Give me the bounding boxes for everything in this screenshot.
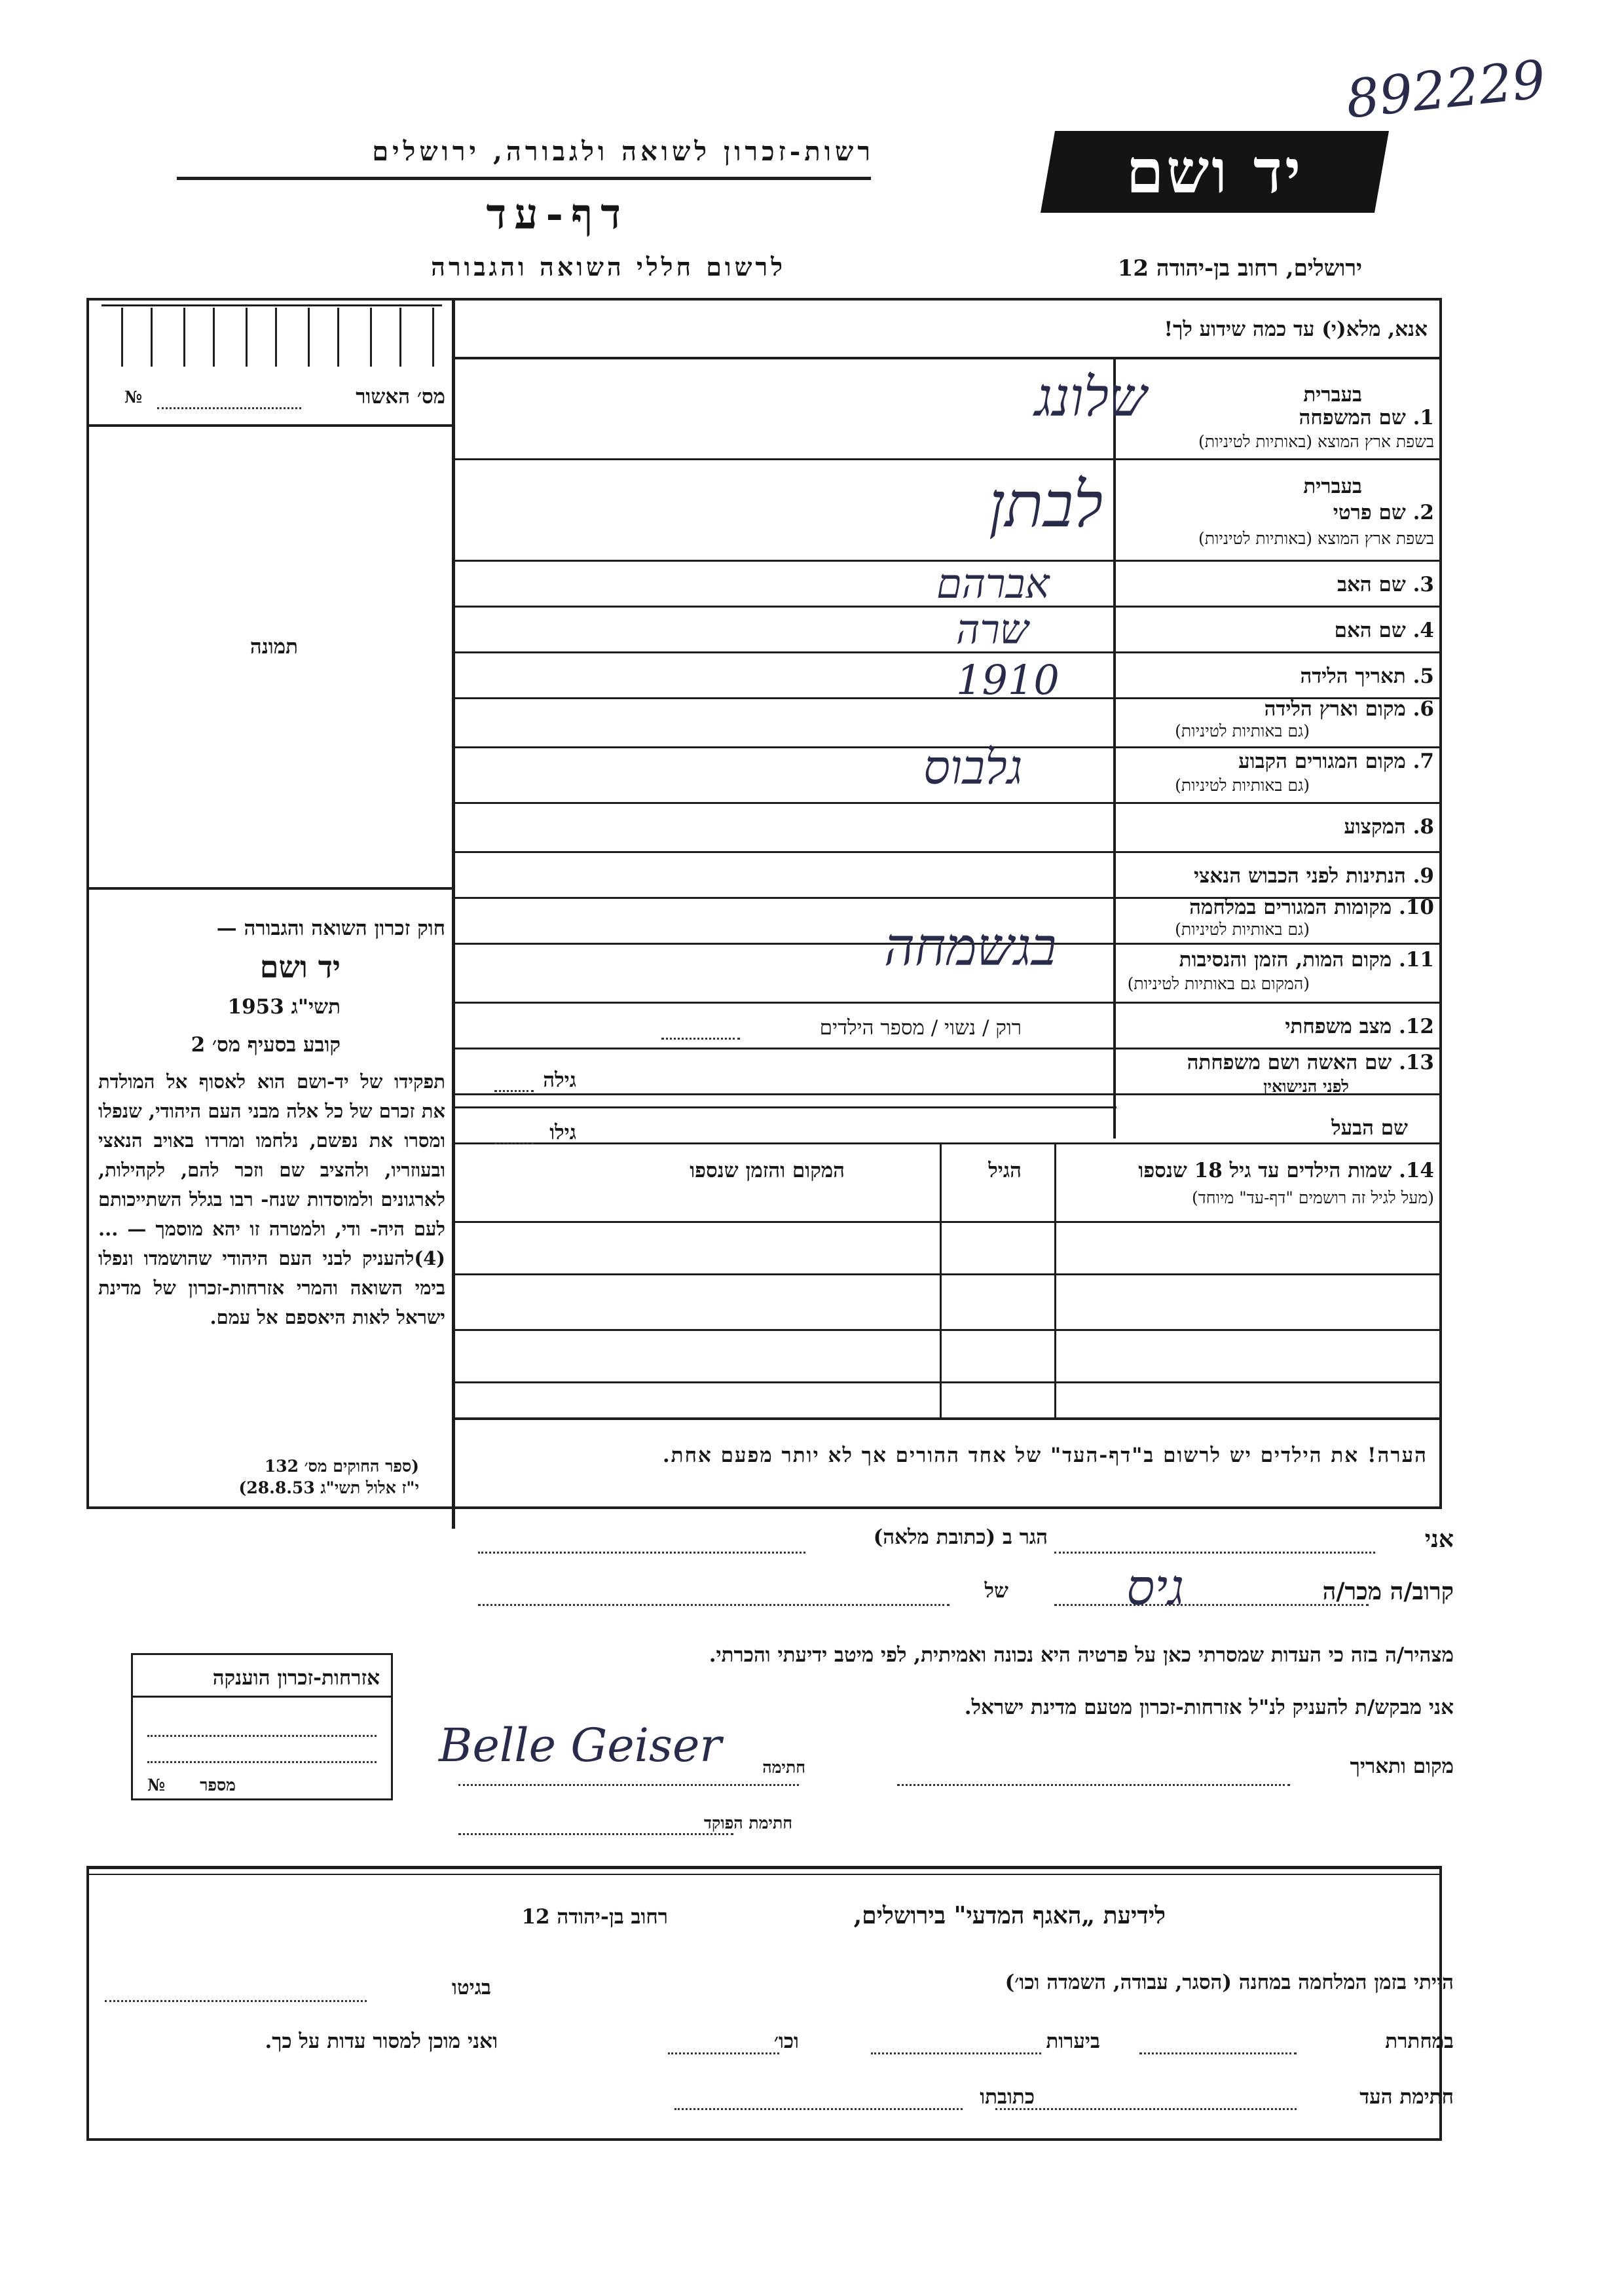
rule — [455, 458, 1442, 460]
witness-address-line — [674, 2108, 963, 2110]
living-at-label: הגר ב (כתובת מלאה) — [873, 1525, 1048, 1549]
label-col-divider — [1113, 359, 1116, 1139]
husband-age-label: גילו — [549, 1121, 576, 1144]
stub-tick — [246, 308, 248, 367]
hw-relation: גיס — [1126, 1558, 1185, 1616]
law-ref: (ספר החוקים מס׳ 132 — [264, 1457, 419, 1476]
field-children: 14. שמות הילדים עד גיל 18 שנספו — [1138, 1159, 1434, 1182]
approval-no-line — [157, 407, 301, 409]
latin-note-2: (גם באותיות לטיניות) — [1175, 776, 1310, 795]
hw-birth-date: 1910 — [956, 656, 1060, 704]
address-line — [478, 1552, 805, 1554]
in-hebrew-label: בעברית — [1303, 383, 1362, 407]
field-family-name: 1. שם המשפחה — [1299, 406, 1434, 429]
instruction: אנא, מלא(י) עד כמה שידוע לך! — [1164, 318, 1428, 341]
authority-name: רשות-זכרון לשואה ולגבורה, ירושלים — [372, 136, 874, 167]
field-residence: 7. מקום המגורים הקבוע — [1238, 750, 1434, 773]
field-family-status: 12. מצב משפחתי — [1285, 1015, 1434, 1038]
law-year: תשי"ג 1953 — [227, 995, 341, 1019]
stub-tick — [213, 308, 215, 367]
hw-signature: Belle Geiser — [439, 1719, 722, 1772]
witness-signature-label: חתימת העד — [1359, 2085, 1454, 2109]
form-title: דף-עד — [486, 190, 629, 239]
family-status-options: רוק / נשוי / מספר הילדים — [819, 1016, 1022, 1040]
field-citizenship: 9. הנתינות לפני הכבוש הנאצי — [1194, 864, 1434, 888]
stub-tick — [121, 308, 123, 367]
stub-tick — [183, 308, 185, 367]
law-clause: קובע בסעיף מס׳ 2 — [191, 1033, 341, 1057]
relative-label: קרוב/ה מכר/ה — [1322, 1578, 1454, 1605]
field-death-place: 11. מקום המות, הזמן והנסיבות — [1179, 948, 1434, 972]
official-signature-line — [458, 1833, 733, 1835]
rule — [455, 1221, 1442, 1223]
etc-line — [668, 2052, 779, 2054]
citizenship-title: אזרחות-זכרון הוענקה — [212, 1666, 380, 1690]
witness-signature-line — [995, 2108, 1297, 2110]
request-text: אני מבקש/ת להעניק לנ"ל אזרחות-זכרון מטעם מדינת ישראל. — [964, 1696, 1454, 1719]
photo-frame-top — [88, 424, 452, 427]
law-title: חוק זכרון השואה והגבורה — — [216, 917, 445, 940]
citizenship-number: מספר — [200, 1776, 236, 1795]
rule — [455, 357, 1442, 359]
rule — [455, 1142, 1442, 1144]
approval-no-label: מס׳ האשור — [356, 385, 445, 409]
of-label: של — [984, 1579, 1008, 1603]
field-profession: 8. המקצוע — [1344, 815, 1434, 839]
field-wife-name: 13. שם האשה ושם משפחתה — [1187, 1051, 1434, 1074]
hw-residence: גלבוס — [923, 740, 1023, 795]
witness-address-label: כתובתו — [980, 2085, 1035, 2109]
hw-death-place: בגשמחה — [884, 917, 1057, 977]
field-wartime-residence: 10. מקומות המגורים במלחמה — [1189, 896, 1434, 919]
underground-label: במחתרת — [1385, 2030, 1454, 2053]
children-count-line — [661, 1038, 740, 1040]
rule — [455, 1417, 1442, 1420]
stub-box-top — [101, 304, 442, 306]
address: ירושלים, רחוב בן-יהודה 12 — [1117, 255, 1362, 282]
etc-label: וכו׳ — [773, 2030, 799, 2053]
citizenship-no-sign: № — [147, 1776, 166, 1795]
children-note-remark: הערה! את הילדים יש לרשום ב"דף-העד" של אחד ההורים אך לא יותר מפעם אחת. — [662, 1444, 1428, 1467]
photo-frame-bottom — [88, 887, 452, 890]
rule — [131, 1696, 393, 1698]
catalog-number: 892229 — [1342, 48, 1549, 130]
official-signature-label: חתימת הפוקד — [703, 1813, 792, 1832]
rule — [455, 851, 1442, 853]
col-place-header: המקום והזמן שנספו — [690, 1159, 845, 1182]
col-age-header: הגיל — [988, 1159, 1022, 1182]
stub-tick — [432, 308, 434, 367]
approval-no-sign: № — [124, 388, 143, 407]
camp-line: הייתי בזמן המלחמה במחנה (הסגר, עבודה, השמדה וכו׳) — [1005, 1971, 1454, 1994]
forests-label: ביערות — [1046, 2030, 1100, 2053]
field-birth-place: 6. מקום וארץ הלידה — [1264, 697, 1434, 721]
header-rule — [177, 177, 871, 180]
latin-note: (גם באותיות לטיניות) — [1175, 721, 1310, 740]
stub-tick — [275, 308, 277, 367]
husband-age-line — [494, 1142, 534, 1144]
rule — [455, 1048, 1442, 1049]
ghetto-line — [105, 2000, 367, 2002]
rule — [455, 1329, 1442, 1331]
wife-name-note: לפני הנישואין — [1263, 1077, 1349, 1096]
field-father-name: 3. שם האב — [1337, 573, 1434, 596]
field-husband: שם הבעל — [1331, 1116, 1408, 1140]
law-text: תפקידו של יד-ושם הוא לאסוף אל המולדת את זכרם של כל אלה מבני העם היהודי, שנפלו ומסרו את נפשם, נלחמו ומרדו באויב הנאצי ובעוזריו, ולהציב שם וזכר להם, לקהילות, לארגונים ולמוסדות שנח- רבו בגלל השתייכותם לעם היה- ודי, ולמטרה זו יהא מוסמך — ...(4)להעניק לבני העם היהודי שהושמדו ונפלו בימי השואה והמרי אזרחות-זכרון של מדינת ישראל לאות היאספם אל עמם. — [98, 1070, 445, 1328]
latin-note-3: (גם באותיות לטיניות) — [1175, 920, 1310, 939]
rule — [455, 802, 1442, 804]
citizenship-line-1 — [147, 1735, 377, 1737]
rule — [455, 1273, 1442, 1275]
origin-lang-note: בשפת ארץ המוצא (באותיות לטיניות) — [1198, 432, 1434, 451]
wife-age-label: גילה — [543, 1068, 576, 1092]
bottom-title: לידיעת „האגף המדעי" בירושלים, — [853, 1902, 1166, 1929]
hw-father-name: אברהם — [936, 560, 1050, 608]
forests-line — [871, 2052, 1041, 2054]
place-date-line — [897, 1784, 1290, 1786]
rule — [455, 651, 1442, 653]
children-col-divider-2 — [940, 1142, 942, 1417]
origin-lang-note-2: בשפת ארץ המוצא (באותיות לטיניות) — [1198, 529, 1434, 548]
hw-first-name: לבתן — [989, 468, 1103, 541]
underground-line — [1139, 2052, 1297, 2054]
form-subtitle: לרשום חללי השואה והגבורה — [431, 252, 786, 282]
rule — [455, 1002, 1442, 1004]
children-col-divider-1 — [1054, 1142, 1056, 1417]
law-name: יד ושם — [259, 949, 341, 985]
stub-tick — [337, 308, 339, 367]
field-first-name: 2. שם פרטי — [1333, 501, 1434, 524]
stub-tick — [370, 308, 372, 367]
photo-label: תמונה — [249, 635, 298, 659]
children-note: (מעל לגיל זה רושמים "דף-עד" מיוחד) — [1192, 1188, 1434, 1207]
death-place-note: (המקום גם באותיות לטיניות) — [1127, 974, 1310, 993]
stub-tick — [399, 308, 401, 367]
bottom-section-frame — [86, 1866, 1442, 2141]
hw-family-name: שלונג — [1035, 367, 1147, 429]
i-am-label: אני — [1424, 1525, 1454, 1553]
relation-line — [1054, 1604, 1369, 1606]
yad-vashem-logo — [1041, 131, 1389, 213]
rule — [455, 1381, 1442, 1383]
ready-text: ואני מוכן למסור עדות על כך. — [265, 2030, 498, 2053]
citizenship-line-2 — [147, 1761, 377, 1763]
of-line — [478, 1604, 950, 1606]
declare-text: מצהיר/ה בזה כי העדות שמסרתי כאן על פרטיה היא נכונה ואמיתית, לפי מיטב ידיעתי והכרתי. — [709, 1643, 1454, 1667]
left-divider — [452, 298, 455, 1529]
field-mother-name: 4. שם האם — [1334, 619, 1434, 642]
husband-divider — [455, 1106, 1116, 1108]
hw-mother-name: שרה — [956, 606, 1029, 653]
stub-tick — [308, 308, 310, 367]
bottom-address: רחוב בן-יהודה 12 — [521, 1905, 668, 1929]
law-date: י"ז אלול תשי"ג 28.8.53) — [238, 1478, 419, 1497]
field-birth-date: 5. תאריך הלידה — [1300, 665, 1434, 688]
logo-text: יד ושם — [1126, 136, 1304, 207]
place-date-label: מקום ותאריך — [1350, 1755, 1454, 1778]
signature-label: חתימה — [762, 1758, 805, 1777]
name-line — [1054, 1552, 1375, 1554]
wife-age-line — [494, 1090, 534, 1092]
stub-tick — [151, 308, 153, 367]
in-hebrew-label-2: בעברית — [1303, 475, 1362, 498]
ghetto-label: בגיטו — [452, 1976, 491, 1999]
signature-line — [458, 1784, 799, 1786]
